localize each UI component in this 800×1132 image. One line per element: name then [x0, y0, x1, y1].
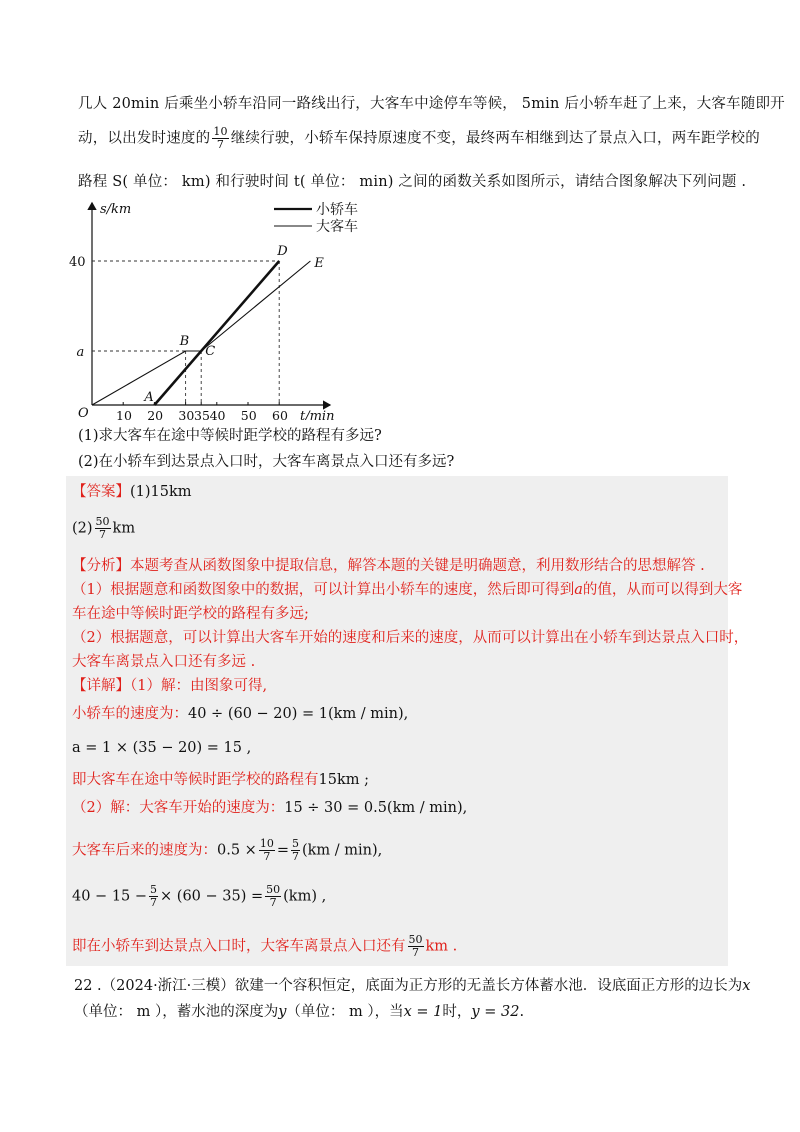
- legend-label-1: 大客车: [316, 219, 358, 235]
- fraction-50-7: [408, 934, 424, 959]
- bus-start-speed-expression: 15 ÷ 30 = 0.5(km / min),: [284, 800, 468, 816]
- y-tick-label-15: a: [76, 345, 85, 360]
- fraction-numerator: 10: [259, 837, 274, 850]
- x-tick-label-35: 35: [194, 408, 210, 420]
- answer-part-2-prefix: (2): [72, 520, 93, 537]
- detail-intro: （1）解：由图象可得,: [130, 678, 268, 694]
- bus-start-speed-label: （2）解：大客车开始的速度为：: [72, 800, 285, 816]
- x-tick-label-10: 10: [116, 408, 132, 420]
- conclusion-1-value: 15km ;: [318, 772, 369, 788]
- intro-line-2: [78, 126, 760, 151]
- detail-line: [72, 676, 267, 696]
- fraction-10-7: [212, 126, 228, 151]
- y-tick-label-40: 40: [69, 255, 86, 270]
- fraction-numerator: 5: [291, 837, 299, 850]
- expr-part: 0.5 ×: [217, 842, 257, 859]
- conclusion-1-text: 即大客车在途中等候时距学校的路程有: [72, 772, 319, 788]
- answer-line-2: [72, 516, 135, 541]
- answer-part-1: (1)15km: [130, 484, 192, 500]
- point-label-B: B: [179, 334, 190, 349]
- problem-22-text: 22 .（2024·浙江·三模）欲建一个容积恒定，底面为正方形的无盖长方体蓄水池．设底面正方形的边长为: [74, 978, 743, 994]
- analysis-part-1-text-b: 的值，从而可以得到大客: [582, 582, 743, 598]
- answer-line-1: [72, 482, 192, 502]
- fraction-5-7: [149, 884, 158, 909]
- expr-part: 40 − 15 −: [72, 888, 148, 905]
- problem-22-text: （单位： m ），蓄水池的深度为: [74, 1004, 279, 1020]
- car-speed-label: 小轿车的速度为：: [72, 706, 188, 722]
- x-tick-label-20: 20: [147, 408, 164, 420]
- point-label-A: A: [144, 390, 154, 405]
- fraction-numerator: 50: [95, 515, 110, 528]
- intro-line-2a: 动，以出发时速度的: [78, 130, 211, 147]
- point-label-C: C: [205, 344, 216, 359]
- condition-y: y = 32: [471, 1004, 520, 1020]
- answer-fraction: [95, 516, 111, 541]
- fraction-denominator: 7: [412, 946, 419, 959]
- analysis-text: 本题考查从函数图象中提取信息，解答本题的关键是明确题意，利用数形结合的思想解答 .: [130, 558, 705, 574]
- fraction-numerator: 10: [213, 125, 228, 138]
- car-speed-line: [72, 704, 408, 724]
- intro-line-2b: 继续行驶，小轿车保持原速度不变，最终两车相继到达了景点入口，两车距学校的: [230, 130, 760, 147]
- conclusion-1-line: [72, 770, 369, 790]
- distance-time-graph: [60, 195, 380, 420]
- analysis-part-2-line-2: 大客车离景点入口还有多远 .: [72, 654, 256, 670]
- bus-later-speed-label: 大客车后来的速度为：: [72, 842, 217, 859]
- fraction-denominator: 7: [150, 896, 158, 909]
- fraction-10-7: [259, 838, 275, 863]
- fraction-numerator: 50: [266, 883, 281, 896]
- question-1: (1)求大客车在途中等候时距学校的路程有多远?: [78, 428, 382, 444]
- fraction-denominator: 7: [263, 850, 271, 863]
- analysis-part-1-line-2: 车在途中等候时距学校的路程有多远;: [72, 606, 309, 622]
- detail-label: 【详解】: [72, 678, 130, 694]
- origin-label: O: [78, 406, 89, 420]
- analysis-part-1-text: （1）根据题意和函数图象中的数据，可以计算出小轿车的速度，然后即可得到: [72, 582, 575, 598]
- a-value-line: a = 1 × (35 − 20) = 15 ,: [72, 740, 252, 756]
- intro-line-1: 几人 20min 后乘坐小轿车沿同一路线出行，大客车中途停车等候， 5min 后小轿车赶了上来，大客车随即开: [78, 96, 785, 112]
- x-tick-label-30: 30: [178, 408, 195, 420]
- problem-22-text: .: [519, 1004, 525, 1020]
- conclusion-2-unit: km .: [425, 938, 458, 955]
- fraction-denominator: 7: [99, 528, 107, 541]
- y-axis-label: s/km: [100, 202, 132, 217]
- remaining-distance-line: [72, 884, 326, 909]
- variable-y: y: [278, 1004, 287, 1020]
- problem-22-text: 时，: [442, 1004, 472, 1020]
- point-label-D: D: [277, 244, 288, 259]
- bus-later-speed-line: [72, 838, 382, 863]
- fraction-50-7: [265, 884, 281, 909]
- variable-a: a: [574, 582, 583, 598]
- intro-line-3: 路程 S( 单位： km) 和行驶时间 t( 单位： min) 之间的函数关系如图所示，请结合图象解决下列问题 .: [78, 174, 747, 190]
- expr-part: (km / min),: [301, 842, 383, 859]
- x-axis-label: t/min: [300, 409, 335, 420]
- x-tick-label-50: 50: [240, 408, 257, 420]
- question-2: (2)在小轿车到达景点入口时，大客车离景点入口还有多远?: [78, 454, 455, 470]
- legend-label-0: 小轿车: [316, 202, 358, 218]
- analysis-line: [72, 556, 705, 576]
- problem-22-line-1: [74, 976, 750, 996]
- x-tick-label-40: 40: [209, 408, 226, 420]
- fraction-5-7: [291, 838, 300, 863]
- x-tick-label-60: 60: [272, 408, 288, 420]
- fraction-denominator: 7: [216, 138, 225, 151]
- condition-x: x = 1: [403, 1004, 443, 1020]
- conclusion-2-text: 即在小轿车到达景点入口时，大客车离景点入口还有: [72, 938, 406, 955]
- bus-start-speed-line: [72, 798, 467, 818]
- fraction-denominator: 7: [269, 896, 277, 909]
- point-label-E: E: [314, 256, 324, 271]
- expr-part: (km) ,: [283, 888, 327, 905]
- analysis-part-2-line-1: （2）根据题意，可以计算出大客车开始的速度和后来的速度，从而可以计算出在小轿车到达景点入口时，: [72, 630, 749, 646]
- analysis-part-1-line-1: [72, 580, 742, 600]
- fraction-denominator: 7: [291, 850, 299, 863]
- analysis-label: 【分析】: [72, 558, 130, 574]
- fraction-numerator: 5: [150, 883, 158, 896]
- car-speed-expression: 40 ÷ (60 − 20) = 1(km / min),: [188, 706, 409, 722]
- fraction-numerator: 50: [408, 933, 423, 946]
- expr-part: =: [276, 842, 289, 859]
- answer-label: 【答案】: [72, 484, 130, 500]
- problem-22-line-2: [74, 1002, 524, 1022]
- expr-part: × (60 − 35) =: [160, 888, 264, 905]
- problem-22-text: （单位： m ），当: [286, 1004, 404, 1020]
- answer-unit: km: [112, 520, 136, 537]
- series-line-car: [154, 261, 279, 405]
- conclusion-2-line: [72, 934, 457, 959]
- variable-x: x: [742, 978, 751, 994]
